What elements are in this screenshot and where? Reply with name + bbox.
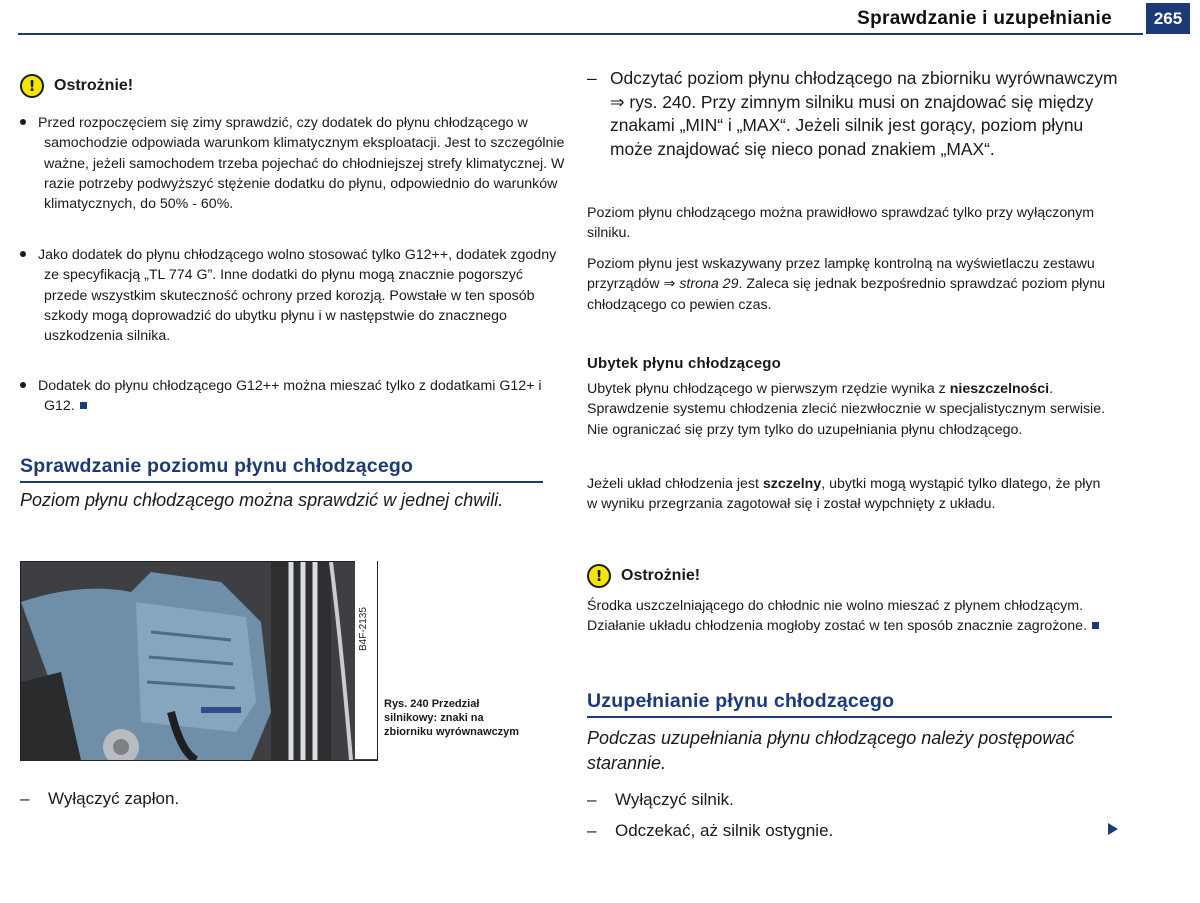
paragraph-check-engine-off: Poziom płynu chłodzącego można prawidłowo sprawdzać tylko przy wyłączonym silniku. [587,205,1095,242]
para-text: . Sprawdzenie systemu chłodzenia zlecić niezwłocznie w specjalistycznym serwisie. Nie ograniczać się przy tym tylko do uzupełniania płynu chłodzącego. [587,381,1106,438]
step-text: Wyłączyć silnik. [615,790,734,809]
end-mark [80,402,87,409]
exclamation-circle-icon: ! [20,74,44,98]
step-wait-cool: – Odczekać, aż silnik ostygnie. [587,821,834,840]
section-rule [20,481,543,483]
bullet-dot [20,382,26,388]
paragraph-sealed [587,474,1114,515]
emphasis: szczelny [762,476,822,492]
figure-code: B4F-2135 [358,607,369,651]
step-engine-off: – Wyłączyć silnik. [587,790,734,809]
page-reference-link[interactable]: strona 29 [679,276,739,293]
warning-heading [587,564,700,588]
dash: – [587,68,597,88]
warning-body: Środka uszczelniającego do chłodnic nie wolno mieszać z płynem chłodzącym. Działanie układu chłodzenia mogłoby zostać w ten sposób znacznie zagrożone. [587,598,1088,635]
warning-bullet-2 [20,245,569,346]
warning-bullet-1 [20,113,569,214]
step-text: Wyłączyć zapłon. [48,789,180,808]
bullet-dot [20,119,26,125]
page-number: 265 [1146,3,1190,34]
paragraph-leak [587,379,1114,440]
warning-bullet-text: Jako dodatek do płynu chłodzącego wolno stosować tylko G12++, dodatek zgodny ze specyfikacją „TL 774 G”. Inne dodatki do płynu mogą znacznie pogorszyć przede wszystkim skuteczność ochrony przed korozją. Powstałe w ten sposób szkody mogą doprowadzić do ubytku płynu i w następstwie do znacznego uszkodzenia silnika. [38,247,557,345]
warning-title: Ostrożnie! [621,567,701,584]
para-text: Jeżeli układ chłodzenia jest [587,476,763,492]
bullet-dot [20,251,26,257]
page-header [0,0,1200,40]
header-rule [18,33,1143,35]
warning-heading [20,74,133,98]
emphasis: nieszczelności [949,381,1050,397]
section-intro: Poziom płynu chłodzącego można sprawdzić w jednej chwili. [20,490,504,510]
paragraph-indicator [587,254,1114,315]
para-text: . Zaleca się jednak bezpośrednio sprawdzać poziom płynu chłodzącego co pewien czas. [587,276,1106,313]
section-intro: Podczas uzupełniania płynu chłodzącego należy postępować starannie. [587,728,1075,773]
warning-title: Ostrożnie! [54,77,134,94]
figure-code-strip [355,561,377,759]
warning-bullet-text: Przed rozpoczęciem się zimy sprawdzić, czy dodatek do płynu chłodzącego w samochodzie odpowiada warunkom klimatycznym eksploatacji. Jest to szczególnie ważne, jeżeli samochodem trzeba pojechać do chłodniejszej strefy klimatycznej. W razie potrzeby podwyższyć stężenie dodatku do płynu, odpowiednio do warunków klimatycznych, do 50% - 60%. [38,115,565,213]
para-text: Ubytek płynu chłodzącego w pierwszym rzędzie wynika z [587,381,950,397]
warning-text [587,596,1114,637]
exclamation-circle-icon: ! [587,564,611,588]
running-title: Sprawdzanie i uzupełnianie [857,8,1112,29]
figure-caption: Rys. 240 Przedział silnikowy: znaki na zbiorniku wyrównawczym [384,698,520,738]
end-mark [1092,622,1099,629]
section-title-refill: Uzupełnianie płynu chłodzącego [587,690,895,712]
step-ignition-off: – Wyłączyć zapłon. [20,789,180,808]
engine-bay-illustration [21,562,377,760]
warning-bullet-3 [20,376,569,417]
step-read-level [587,67,1130,161]
step-text: Odczekać, aż silnik ostygnie. [615,821,834,840]
warning-bullet-text: Dodatek do płynu chłodzącego G12++ można mieszać tylko z dodatkami G12+ i G12. [38,378,542,415]
step-text: Odczytać poziom płynu chłodzącego na zbiorniku wyrównawczym ⇒ rys. 240. Przy zimnym silniku musi on znajdować się między znakami „MIN“ i „MAX“. Jeżeli silnik jest gorący, poziom płynu może znajdować się nieco ponad znakiem „MAX“. [610,68,1118,159]
para-text: Poziom płynu jest wskazywany przez lampkę kontrolną na wyświetlaczu zestawu przyrządów ⇒ [587,256,1095,293]
section-title-check: Sprawdzanie poziomu płynu chłodzącego [20,455,414,477]
engine-bay-figure [20,561,378,761]
continue-arrow-icon [1108,823,1118,835]
section-rule [587,716,1112,718]
subheading-coolant-loss: Ubytek płynu chłodzącego [587,355,781,372]
para-text: , ubytki mogą wystąpić tylko dlatego, że płyn w wyniku przegrzania zagotował się i został wypchnięty z układu. [587,476,1101,513]
